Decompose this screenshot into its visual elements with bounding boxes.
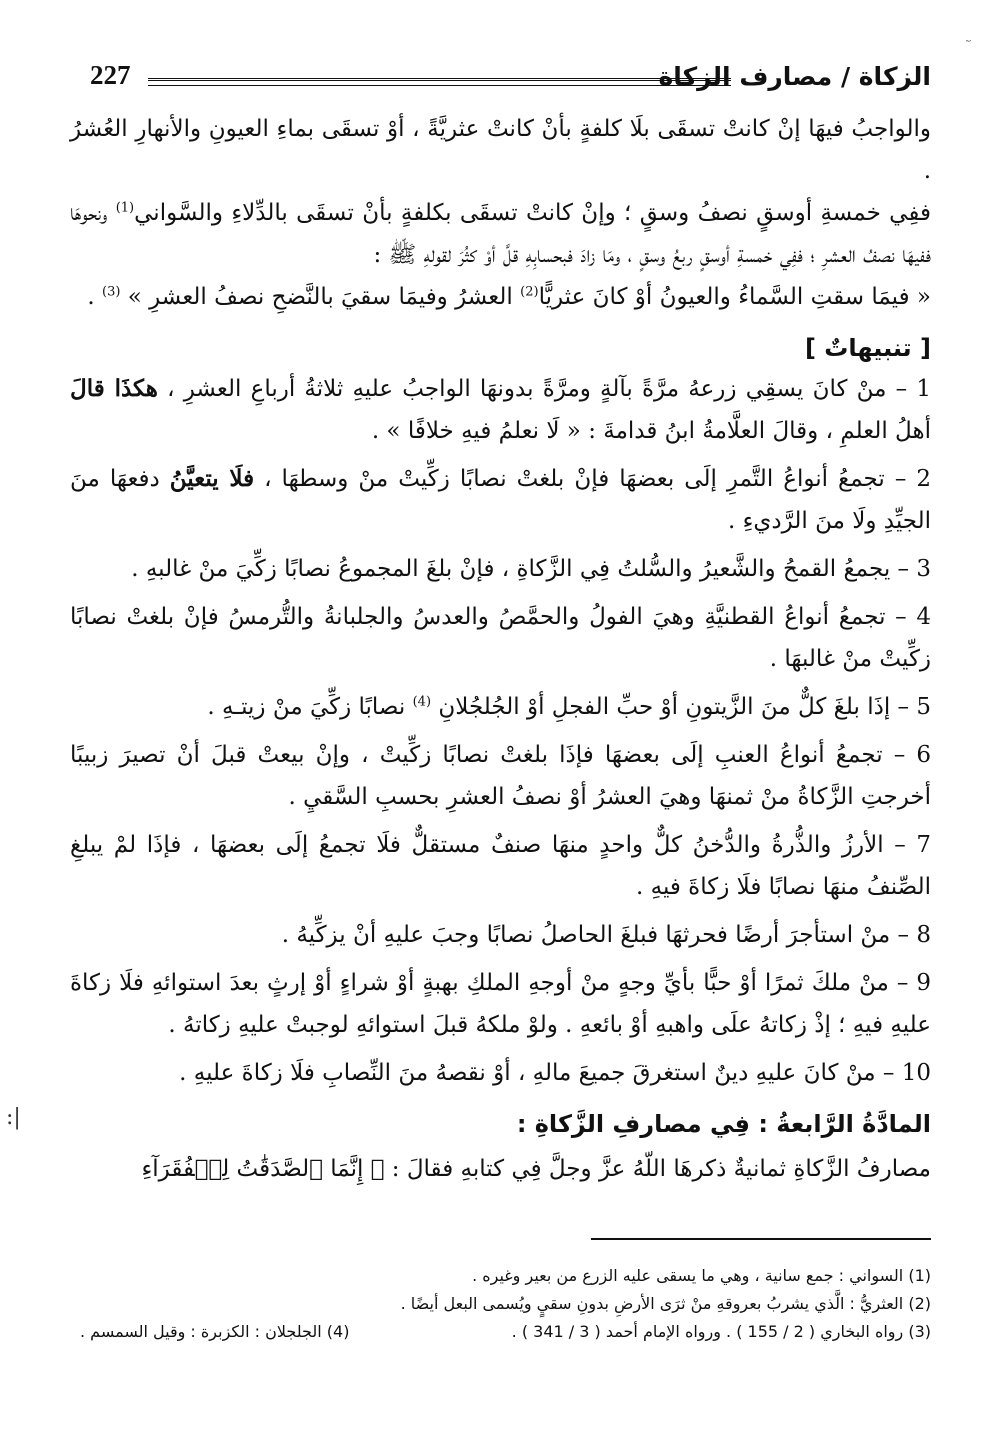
section-notes-heading: [ تنبيهاتٌ ] — [804, 334, 931, 362]
header-title: الزكاة / مصارف الزكاة — [658, 62, 931, 91]
list-item — [70, 368, 931, 452]
section-fourth-heading: المادَّةُ الرَّابعةُ : فِي مصارفِ الزَّكاةِ : — [516, 1110, 931, 1138]
item-bold: هكذَا قالَ — [70, 375, 158, 402]
item-number: 3 — [916, 556, 931, 582]
intro-paragraph — [70, 108, 931, 318]
item-bold: فلَا يتعيَّنُ — [169, 465, 255, 492]
intro-line-3 — [70, 276, 931, 318]
intro-line-2 — [70, 192, 931, 276]
item-number: 2 — [916, 466, 931, 492]
item-text: – تجمعُ أنواعُ القطنيَّةِ وهيَ الفولُ والحمَّصُ والعدسُ والجلبانةُ والتُّرمسُ فإنْ بلغتْ نصابًا زكِّيتْ منْ غالبهَا . — [70, 604, 931, 672]
footnote-row-3-4 — [80, 1318, 931, 1346]
item-text: – يجمعُ القمحُ والشَّعيرُ والسُّلتُ فِي الزَّكاةِ ، فإنْ بلغَ المجموعُ نصابًا زكِّيَ منْ غالبهِ . — [131, 556, 910, 582]
footnote-4: (4) الجلجلان : الكزبرة : وقيل السمسم . — [80, 1322, 350, 1341]
hadith-part-2: العشرُ وفيمَا سقيَ بالنَّضحِ نصفُ العشرِ » — [127, 284, 513, 310]
page-number: 227 — [90, 60, 131, 90]
hadith-part-1: « فيمَا سقتِ السَّماءُ والعيونُ أوْ كانَ عثريًّا — [538, 284, 931, 310]
item-text: – منْ ملكَ ثمرًا أوْ حبًّا بأيِّ وجهٍ منْ أوجهِ الملكِ بهبةٍ أوْ شراءٍ أوْ إرثٍ بعدَ استوائهِ فلَا زكاةَ عليهِ فيهِ ؛ إذْ زكاتهُ علَى واهبهِ أوْ بائعهِ . ولوْ ملكهُ قبلَ استوائهِ لوجبتْ عليهِ زكاتهُ . — [70, 970, 931, 1038]
footnote-ref-2: (2) — [520, 284, 539, 300]
item-number: 8 — [916, 922, 931, 948]
footnote-ref-3: (3) — [101, 284, 121, 300]
footnote-2: (2) العثريُّ : الَّذي يشربُ بعروقهِ منْ ثرَى الأرضِ بدونِ سقيٍ ويُسمى البعل أيضًا . — [400, 1294, 931, 1313]
page — [70, 60, 931, 1213]
hadith-end: . — [87, 284, 95, 310]
page-header — [70, 60, 931, 100]
footnotes — [80, 1262, 931, 1346]
list-item — [70, 1052, 931, 1094]
footnote-1: (1) السواني : جمع سانية ، وهي ما يسقى عليه الزرع من بعير وغيره . — [472, 1266, 931, 1285]
list-item — [70, 962, 931, 1046]
item-text: – إذَا بلغَ كلٌّ منَ الزَّيتونِ أوْ حبِّ الفجلِ أوْ الجُلجُلانِ — [438, 694, 910, 720]
item-text: – تجمعُ أنواعُ التَّمرِ إلَى بعضهَا فإنْ بلغتْ نصابًا زكِّيتْ منْ وسطهَا ، — [254, 466, 907, 492]
intro-text-3: ونحوهَا ففيهَا نصفُ العشرِ ؛ ففِي خمسةِ أوسقٍ ربعُ وسقٍ ، ومَا زادَ فبحسابِهِ قلَّ أوْ كثُرَ لقولهِ ﷺ : — [70, 200, 931, 268]
list-item — [70, 824, 931, 908]
item-number: 6 — [916, 742, 931, 768]
footnote-ref-4: (4) — [412, 694, 432, 710]
list-item — [70, 458, 931, 542]
list-item — [70, 686, 931, 728]
header-rule — [148, 78, 731, 86]
item-number: 10 — [901, 1060, 931, 1086]
footnote-rule — [591, 1238, 931, 1240]
item-number: 7 — [916, 832, 931, 858]
item-text: – تجمعُ أنواعُ العنبِ إلَى بعضهَا فإذَا بلغتْ نصابًا زكِّيتْ ، وإنْ بيعتْ قبلَ أنْ تصيرَ زبيبًا أخرجتِ الزَّكاةُ منْ ثمنهَا وهيَ العشرُ أوْ نصفُ العشرِ بحسبِ السَّقيِ . — [70, 742, 931, 810]
intro-line-1 — [70, 108, 931, 192]
item-text: – منْ استأجرَ أرضًا فحرثهَا فبلغَ الحاصلُ نصابًا وجبَ عليهِ أنْ يزكِّيهُ . — [281, 922, 910, 948]
quran-verse-line: مصارفُ الزَّكاةِ ثمانيةٌ ذكرهَا اللّهُ عزَّ وجلَّ فِي كتابهِ فقالَ : ﴿ إِنَّمَا ٱلصَّدَقَٰتُ لِلۡفُقَرَآءِ — [141, 1156, 931, 1182]
item-text: – الأرزُ والذُّرةُ والدُّخنُ كلٌّ واحدٍ منهَا صنفٌ مستقلٌّ فلَا تجمعُ إلَى بعضهَا ، فإذَا لمْ يبلغِ الصِّنفُ منهَا نصابًا فلَا زكاةَ فيهِ . — [70, 832, 931, 900]
item-number: 5 — [916, 694, 931, 720]
item-text: – منْ كانَ يسقِي زرعهُ مرَّةً بآلةٍ ومرَّةً بدونهَا الواجبُ عليهِ ثلاثةُ أرباعِ العشرِ ، — [157, 376, 908, 402]
item-text: – منْ كانَ عليهِ دينٌ استغرقَ جميعَ مالهِ ، أوْ نقصهُ منَ النِّصابِ فلَا زكاةَ عليهِ . — [179, 1060, 895, 1086]
margin-mark: |: — [6, 1105, 21, 1130]
item-number: 9 — [916, 970, 932, 996]
item-rest: أهلُ العلمِ ، وقالَ العلَّامةُ ابنُ قدامةَ : « لَا نعلمُ فيهِ خلافًا » . — [371, 418, 931, 444]
footnote-3: (3) رواه البخاري ( 2 / 155 ) . ورواه الإمام أحمد ( 3 / 341 ) . — [511, 1322, 931, 1341]
item-rest: دفعهَا منَ الجيِّدِ ولَا منَ الرَّديءِ . — [70, 466, 931, 534]
notes-list — [70, 368, 931, 1094]
item-number: 1 — [916, 376, 932, 402]
list-item — [70, 596, 931, 680]
list-item — [70, 734, 931, 818]
item-rest: نصابًا زكِّيَ منْ زيتـهِ . — [207, 694, 413, 720]
list-item — [70, 548, 931, 590]
item-number: 4 — [916, 604, 932, 630]
list-item — [70, 914, 931, 956]
intro-text-1: والواجبُ فيهَا إنْ كانتْ تسقَى بلَا كلفةٍ بأنْ كانتْ عثريَّةً ، أوْ تسقَى بماءِ العيونِ والأنهارِ العُشرُ . — [70, 116, 931, 184]
intro-text-2: ففِي خمسةِ أوسقٍ نصفُ وسقٍ ؛ وإنْ كانتْ تسقَى بكلفةٍ بأنْ تسقَى بالدِّلاءِ والسَّواني — [134, 200, 931, 226]
footnote-ref-1: (1) — [115, 200, 135, 216]
